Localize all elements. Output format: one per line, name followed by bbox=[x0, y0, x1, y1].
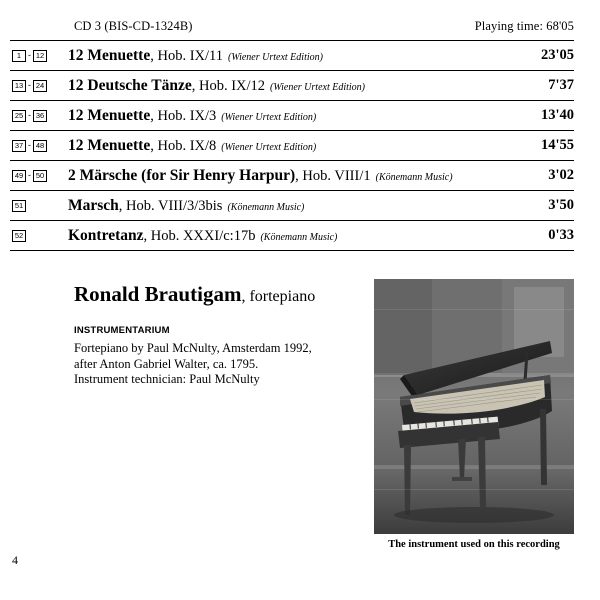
edition-credit: (Könemann Music) bbox=[375, 171, 453, 183]
track-number-dash: - bbox=[28, 110, 31, 120]
edition-credit: (Wiener Urtext Edition) bbox=[270, 81, 366, 93]
work-title: Marsch bbox=[68, 196, 119, 214]
table-row bbox=[10, 100, 574, 130]
table-row bbox=[10, 70, 574, 100]
catalogue-number: , Hob. IX/12 bbox=[191, 77, 266, 94]
catalogue-number: , Hob. IX/11 bbox=[150, 47, 223, 64]
edition-credit: (Könemann Music) bbox=[227, 201, 305, 213]
track-title bbox=[68, 197, 504, 215]
track-number-dash: - bbox=[28, 80, 31, 90]
edition-credit: (Könemann Music) bbox=[260, 231, 338, 243]
track-title bbox=[68, 167, 504, 185]
work-title: 12 Menuette bbox=[68, 106, 151, 124]
track-duration: 13'40 bbox=[540, 107, 574, 123]
page-header bbox=[74, 19, 574, 34]
track-list bbox=[10, 40, 574, 251]
work-title: 12 Deutsche Tänze bbox=[68, 76, 192, 94]
track-duration: 0'33 bbox=[548, 227, 574, 243]
table-row bbox=[10, 190, 574, 220]
track-numbers bbox=[10, 170, 68, 182]
track-numbers bbox=[10, 200, 68, 212]
track-number-end: 12 bbox=[33, 50, 47, 62]
catalogue-number: , Hob. VIII/3/3bis bbox=[118, 197, 223, 214]
track-duration: 3'50 bbox=[548, 197, 574, 213]
track-number-start: 13 bbox=[12, 80, 26, 92]
work-title: 12 Menuette bbox=[68, 46, 151, 64]
artist-name: Ronald Brautigam bbox=[74, 282, 242, 306]
fortepiano-photo bbox=[374, 279, 574, 534]
disc-identifier: CD 3 (BIS-CD-1324B) bbox=[74, 19, 193, 33]
track-duration: 7'37 bbox=[548, 77, 574, 93]
track-numbers bbox=[10, 230, 68, 242]
instrumentarium-line-3: Instrument technician: Paul McNulty bbox=[74, 372, 260, 386]
track-number-start: 49 bbox=[12, 170, 26, 182]
table-row bbox=[10, 40, 574, 70]
track-numbers bbox=[10, 110, 68, 122]
track-duration: 14'55 bbox=[540, 137, 574, 153]
catalogue-number: , Hob. VIII/1 bbox=[295, 167, 371, 184]
edition-credit: (Wiener Urtext Edition) bbox=[221, 111, 317, 123]
track-numbers bbox=[10, 80, 68, 92]
track-number-dash: - bbox=[28, 170, 31, 180]
artist-instrument: , fortepiano bbox=[241, 288, 316, 305]
track-number-start: 1 bbox=[12, 50, 26, 62]
track-number-end: 48 bbox=[33, 140, 47, 152]
work-title: 2 Märsche (for Sir Henry Harpur) bbox=[68, 166, 296, 184]
track-number-start: 37 bbox=[12, 140, 26, 152]
catalogue-number: , Hob. IX/3 bbox=[150, 107, 217, 124]
edition-credit: (Wiener Urtext Edition) bbox=[227, 51, 323, 63]
track-duration: 23'05 bbox=[540, 47, 574, 63]
artist-credit bbox=[74, 282, 315, 307]
track-title bbox=[68, 47, 504, 65]
instrumentarium-heading: INSTRUMENTARIUM bbox=[74, 325, 170, 336]
page-number: 4 bbox=[12, 553, 18, 567]
track-title bbox=[68, 227, 504, 245]
work-title: Kontretanz bbox=[68, 226, 144, 244]
table-row bbox=[10, 220, 574, 251]
instrumentarium-line-1: Fortepiano by Paul McNulty, Amsterdam 1992, bbox=[74, 341, 312, 355]
track-title bbox=[68, 77, 504, 95]
track-numbers bbox=[10, 50, 68, 62]
track-number-start: 25 bbox=[12, 110, 26, 122]
track-number-dash: - bbox=[28, 140, 31, 150]
track-title bbox=[68, 137, 504, 155]
track-number-dash: - bbox=[28, 50, 31, 60]
instrumentarium-line-2: after Anton Gabriel Walter, ca. 1795. bbox=[74, 356, 259, 371]
table-row bbox=[10, 160, 574, 190]
playing-time: Playing time: 68'05 bbox=[474, 19, 574, 33]
track-number-end: 24 bbox=[33, 80, 47, 92]
track-number-end: 36 bbox=[33, 110, 47, 122]
track-number-start: 52 bbox=[12, 230, 26, 242]
instrument-photo bbox=[374, 279, 574, 534]
catalogue-number: , Hob. IX/8 bbox=[150, 137, 217, 154]
catalogue-number: , Hob. XXXI/c:17b bbox=[143, 227, 256, 244]
photo-caption: The instrument used on this recording bbox=[388, 539, 560, 550]
track-number-start: 51 bbox=[12, 200, 26, 212]
track-duration: 3'02 bbox=[548, 167, 574, 183]
track-title bbox=[68, 107, 504, 125]
table-row bbox=[10, 130, 574, 160]
instrumentarium-block bbox=[74, 325, 354, 388]
track-number-end: 50 bbox=[33, 170, 47, 182]
track-numbers bbox=[10, 140, 68, 152]
edition-credit: (Wiener Urtext Edition) bbox=[221, 141, 317, 153]
work-title: 12 Menuette bbox=[68, 136, 151, 154]
